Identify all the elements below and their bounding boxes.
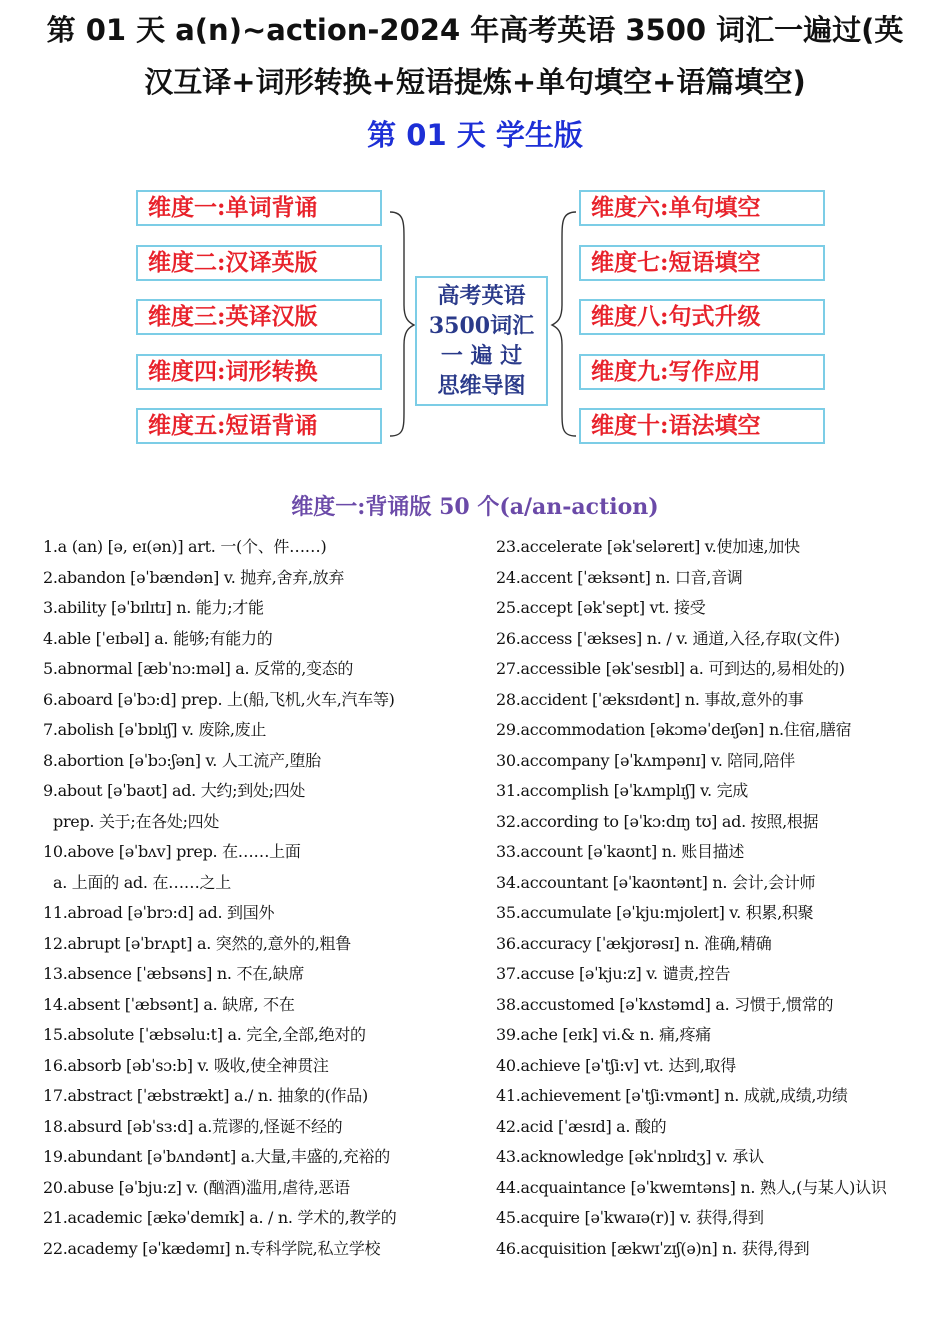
mindmap-item-dimension-10: 维度十:语法填空	[579, 408, 825, 444]
vocab-entry: 44.acquaintance [əˈkweɪntəns] n. 熟人,(与某人)认识	[496, 1177, 887, 1197]
vocab-entry: 9.about [əˈbaʊt] ad. 大约;到处;四处	[43, 781, 306, 800]
page-title-line-1: 第 01 天 a(n)~action-2024 年高考英语 3500 词汇一遍过(英	[46, 13, 904, 47]
mindmap-center	[415, 276, 548, 406]
vocab-column-right	[496, 532, 936, 1264]
vocab-entry: 19.abundant [əˈbʌndənt] a.大量,丰盛的,充裕的	[43, 1147, 390, 1166]
mindmap-center-line-3: 一 遍 过	[440, 343, 523, 369]
vocab-entry: 3.ability [əˈbɪlɪtɪ] n. 能力;才能	[43, 598, 264, 617]
mindmap-item-dimension-9: 维度九:写作应用	[579, 354, 825, 390]
mindmap-item-dimension-3: 维度三:英译汉版	[136, 299, 382, 335]
vocab-entry: 36.accuracy [ˈækjʊrəsɪ] n. 准确,精确	[496, 933, 772, 953]
vocab-entry: 11.abroad [əˈbrɔ:d] ad. 到国外	[43, 903, 275, 922]
vocab-entry: 33.account [əˈkaʊnt] n. 账目描述	[496, 842, 745, 861]
vocab-entry: 24.accent [ˈæksənt] n. 口音,音调	[496, 567, 743, 587]
vocab-column-left	[43, 532, 483, 1264]
vocab-entry: 35.accumulate [əˈkju:mjʊleɪt] v. 积累,积聚	[496, 903, 814, 922]
vocab-entry: 40.achieve [əˈtʃi:v] vt. 达到,取得	[496, 1055, 736, 1075]
vocab-entry: 25.accept [əkˈsept] vt. 接受	[496, 598, 706, 617]
vocab-entry: 8.abortion [əˈbɔ:ʃən] v. 人工流产,堕胎	[43, 750, 321, 770]
vocab-entry: 12.abrupt [əˈbrʌpt] a. 突然的,意外的,粗鲁	[43, 933, 351, 953]
vocab-entry: 5.abnormal [æbˈnɔ:məl] a. 反常的,变态的	[43, 659, 354, 678]
vocab-entry: 42.acid [ˈæsɪd] a. 酸的	[496, 1116, 667, 1136]
vocab-entry: 2.abandon [əˈbændən] v. 抛弃,舍弃,放弃	[43, 567, 345, 587]
vocab-entry: 30.accompany [əˈkʌmpənɪ] v. 陪同,陪伴	[496, 750, 795, 770]
vocab-entry: 37.accuse [əˈkju:z] v. 谴责,控告	[496, 964, 731, 983]
vocab-entry: 41.achievement [əˈtʃi:vmənt] n. 成就,成绩,功绩	[496, 1086, 848, 1105]
page-title-line-2: 汉互译+词形转换+短语提炼+单句填空+语篇填空)	[144, 65, 806, 99]
vocab-entry: 17.abstract [ˈæbstrækt] a./ n. 抽象的(作品)	[43, 1086, 368, 1105]
vocab-entry: 15.absolute [ˈæbsəlu:t] a. 完全,全部,绝对的	[43, 1025, 366, 1044]
vocab-entry: 27.accessible [əkˈsesɪbl] a. 可到达的,易相处的)	[496, 659, 845, 678]
vocab-entry: 29.accommodation [əkɔməˈdeɪʃən] n.住宿,膳宿	[496, 720, 852, 739]
left-brace	[390, 212, 414, 436]
mindmap-item-dimension-6: 维度六:单句填空	[579, 190, 825, 226]
vocab-entry: 38.accustomed [əˈkʌstəmd] a. 习惯于,惯常的	[496, 994, 834, 1014]
mindmap-item-dimension-1: 维度一:单词背诵	[136, 190, 382, 226]
vocab-entry: 31.accomplish [əˈkʌmplɪʃ] v. 完成	[496, 781, 748, 800]
mindmap-item-dimension-7: 维度七:短语填空	[579, 245, 825, 281]
mindmap-item-dimension-5: 维度五:短语背诵	[136, 408, 382, 444]
mindmap-center-line-1: 高考英语	[437, 283, 526, 309]
vocab-entry: 34.accountant [əˈkaʊntənt] n. 会计,会计师	[496, 872, 816, 892]
vocab-entry: 28.accident [ˈæksɪdənt] n. 事故,意外的事	[496, 689, 804, 709]
vocab-entry: 4.able [ˈeɪbəl] a. 能够;有能力的	[43, 628, 273, 648]
mindmap-item-dimension-2: 维度二:汉译英版	[136, 245, 382, 281]
mindmap-item-dimension-4: 维度四:词形转换	[136, 354, 382, 390]
vocab-entry-continuation: a. 上面的 ad. 在……之上	[53, 872, 231, 892]
vocab-entry: 45.acquire [əˈkwaɪə(r)] v. 获得,得到	[496, 1208, 764, 1227]
vocab-entry: 21.academic [ækəˈdemɪk] a. / n. 学术的,教学的	[43, 1208, 397, 1227]
vocab-entry: 26.access [ˈækses] n. / v. 通道,入径,存取(文件)	[496, 628, 840, 648]
vocab-entry: 23.accelerate [əkˈseləreɪt] v.使加速,加快	[496, 537, 800, 556]
mindmap-center-line-4: 思维导图	[437, 373, 526, 399]
vocab-entry: 13.absence [ˈæbsəns] n. 不在,缺席	[43, 964, 305, 983]
page-subtitle: 第 01 天 学生版	[367, 118, 583, 152]
vocab-entry: 22.academy [əˈkædəmɪ] n.专科学院,私立学校	[43, 1238, 381, 1258]
mindmap-item-dimension-8: 维度八:句式升级	[579, 299, 825, 335]
vocab-entry: 20.abuse [əˈbju:z] v. (酗酒)滥用,虐待,恶语	[43, 1177, 350, 1197]
vocab-entry: 46.acquisition [ækwɪˈzɪʃ(ə)n] n. 获得,得到	[496, 1238, 810, 1258]
vocab-entry: 10.above [əˈbʌv] prep. 在……上面	[43, 842, 301, 861]
vocab-entry: 6.aboard [əˈbɔ:d] prep. 上(船,飞机,火车,汽车等)	[43, 689, 395, 709]
mindmap-center-line-2: 3500词汇	[428, 313, 535, 339]
vocab-entry: 39.ache [eɪk] vi.& n. 痛,疼痛	[496, 1025, 711, 1044]
vocab-entry: 18.absurd [əbˈsз:d] a.荒谬的,怪诞不经的	[43, 1116, 343, 1136]
vocab-entry: 7.abolish [əˈbɒlɪʃ] v. 废除,废止	[43, 720, 267, 739]
vocab-entry-continuation: prep. 关于;在各处;四处	[53, 811, 220, 831]
vocab-entry: 32.according to [əˈkɔ:dɪŋ tʊ] ad. 按照,根据	[496, 811, 819, 831]
vocab-entry: 1.a (an) [ə, eɪ(ən)] art. 一(个、件……)	[43, 537, 327, 556]
vocab-entry: 43.acknowledge [əkˈnɒlɪdʒ] v. 承认	[496, 1147, 764, 1166]
vocab-entry: 16.absorb [əbˈsɔ:b] v. 吸收,使全神贯注	[43, 1055, 329, 1075]
section-title: 维度一:背诵版 50 个(a/an-action)	[291, 494, 659, 520]
vocab-entry: 14.absent [ˈæbsənt] a. 缺席, 不在	[43, 994, 295, 1014]
right-brace	[552, 212, 576, 436]
